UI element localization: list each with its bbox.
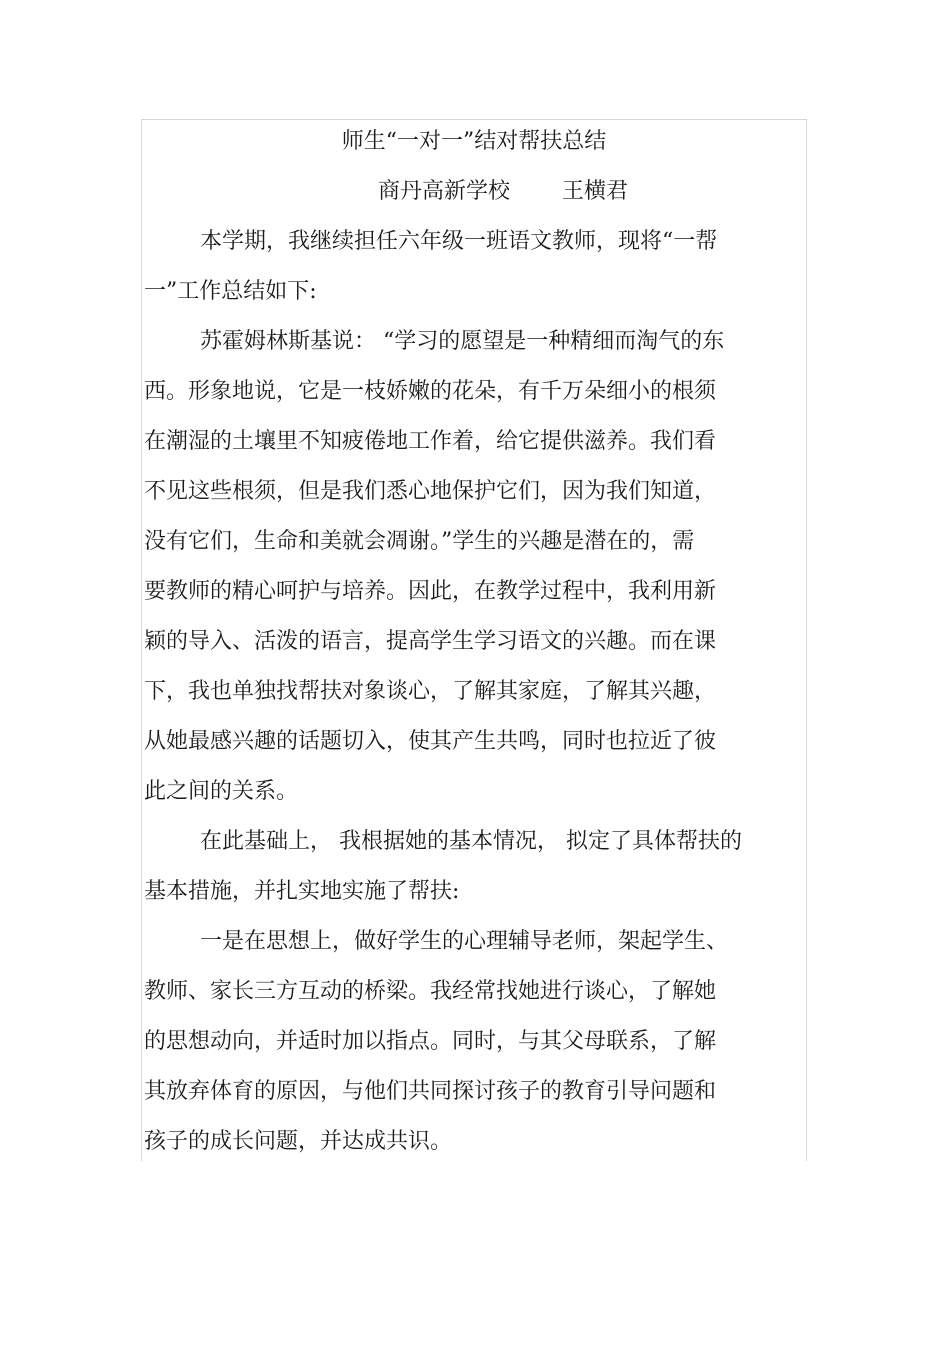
text-line: 要教师的精心呵护与培养。因此，在教学过程中，我利用新 bbox=[144, 579, 717, 604]
school-name: 商丹高新学校 bbox=[378, 179, 511, 204]
text-line: 西。形象地说，它是一枝娇嫩的花朵，有千万朵细小的根须 bbox=[144, 379, 717, 404]
text-line: 孩子的成长问题，并达成共识。 bbox=[144, 1129, 453, 1154]
text-line: 一是在思想上，做好学生的心理辅导老师，架起学生、 bbox=[200, 929, 729, 954]
document-byline bbox=[378, 172, 628, 212]
document-title: 师生“一对一”结对帮扶总结 bbox=[341, 129, 607, 154]
text-line: 不见这些根须，但是我们悉心地保护它们，因为我们知道， bbox=[144, 479, 717, 504]
text-line: 此之间的关系。 bbox=[144, 779, 299, 804]
text-line: 颖的导入、活泼的语言，提高学生学习语文的兴趣。而在课 bbox=[144, 629, 717, 654]
text-line: 的思想动向，并适时加以指点。同时，与其父母联系，了解 bbox=[144, 1029, 717, 1054]
text-line: 没有它们，生命和美就会凋谢。”学生的兴趣是潜在的，需 bbox=[144, 529, 695, 554]
author-name: 王横君 bbox=[562, 179, 629, 204]
text-line: 下，我也单独找帮扶对象谈心，了解其家庭，了解其兴趣， bbox=[144, 679, 717, 704]
text-line: 一”工作总结如下: bbox=[144, 279, 317, 304]
text-line: 基本措施，并扎实地实施了帮扶: bbox=[144, 879, 460, 904]
text-line: 在潮湿的土壤里不知疲倦地工作着，给它提供滋养。我们看 bbox=[144, 429, 717, 454]
text-line: 教师、家长三方互动的桥梁。我经常找她进行谈心，了解她 bbox=[144, 979, 717, 1004]
text-line: 从她最感兴趣的话题切入，使其产生共鸣，同时也拉近了彼 bbox=[144, 729, 717, 754]
text-line: 本学期，我继续担任六年级一班语文教师，现将“一帮 bbox=[200, 229, 718, 254]
text-line: 其放弃体育的原因，与他们共同探讨孩子的教育引导问题和 bbox=[144, 1079, 717, 1104]
text-line: 苏霍姆林斯基说： “学习的愿望是一种精细而淘气的东 bbox=[200, 329, 725, 354]
text-line: 在此基础上， 我根据她的基本情况， 拟定了具体帮扶的 bbox=[200, 829, 742, 854]
